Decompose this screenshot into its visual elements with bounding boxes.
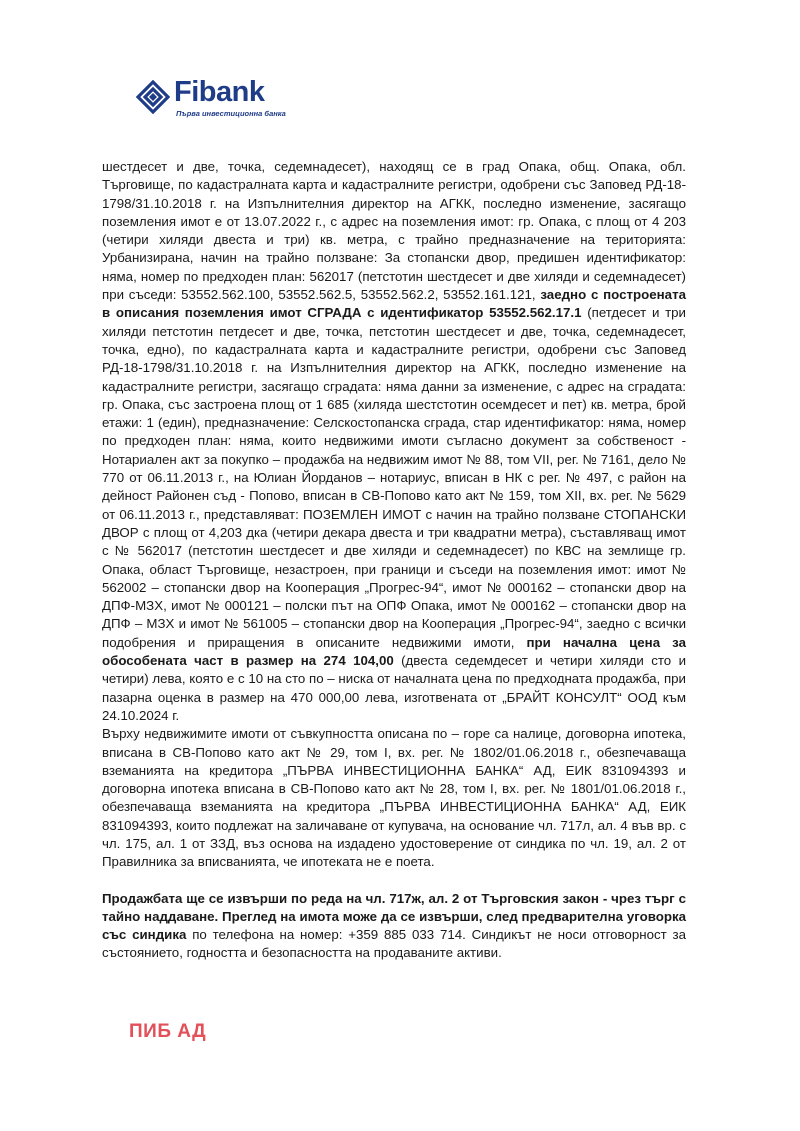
logo-name: Fibank	[174, 76, 265, 108]
text-segment: по телефона на номер: +359 885 033 714. Синдикът не носи отговорност за състоянието, годността и безопасността на продаваните активи.	[102, 927, 686, 961]
bold-starting-price: при начална цена за обособената част в размер на 274 104,00	[102, 634, 686, 669]
paragraph-sale-terms	[102, 890, 686, 963]
text-segment: (петдесет и три хиляди петстотин петдесет и две, точка, петстотин шестдесет и две, точка, седемнадесет, точка, едно), по кадастралната карта и кадастралните регистри, одобрени със Заповед РД-18-1798/31.10.2018 г. на Изпълнителния директор на АГКК, последно изменение на кадастралните регистри, засягащо сградата: няма данни за изменение, с адрес на сградата: гр. Опака, със застроена площ от 1 685 (хиляда шестстотин осемдесет и пет) кв. метра, брой етажи: 1 (един), предназначение: Селскостопанска сграда, стар идентификатор: няма, номер по предходен план: няма, които недвижими имоти съгласно документ за собственост - Нотариален акт за покупко – продажба на недвижим имот № 88, том VII, рег. № 7161, дело № 770 от 06.11.2013 г., на Юлиан Йорданов – нотариус, вписан в НК с рег. № 497, с район на дейност Районен съд - Попово, вписан в СВ-Попово като акт № 159, том XII, вх. рег. № 5629 от 06.11.2013 г., представляват: ПОЗЕМЛЕН ИМОТ с начин на трайно ползване СТОПАНСКИ ДВОР с площ от 4,203 дка (четири декара двеста и три квадратни метра), съставляващ имот с № 562017 (петстотин шестдесет и две хиляди и седемнадесет) по КВС на землище гр. Опака, област Търговище, незастроен, при граници и съседи на поземления имот: имот № 562002 – стопански двор на Кооперация „Прогрес-94“, имот № 000162 – стопански двор на ДПФ-МЗХ, имот № 000121 – полски път на ОПФ Опака, имот № 000162 – стопански двор на ДПФ – МЗХ и имот № 561005 – стопански двор на Кооперация „Прогрес-94“, заедно с всички подобрения и приращения в описаните недвижими имоти,	[102, 305, 686, 650]
text-segment: (двеста седемдесет и четири хиляди сто и четири) лева, която е с 10 на сто по – ниска от началната цена по предходната продажба, при пазарна оценка в размер на 470 000,00 лева, изготвената от „БРАЙТ КОНСУЛТ“ ООД към 24.10.2024 г.	[102, 653, 686, 723]
fibank-diamond-icon	[136, 80, 170, 114]
logo-tagline: Първа инвестиционна банка	[176, 109, 286, 118]
paragraph-property-description	[102, 158, 686, 725]
paragraph-gap	[102, 872, 686, 890]
bold-sale-procedure: Продажбата ще се извърши по реда на чл. 717ж, ал. 2 от Търговския закон - чрез търг с тайно наддаване. Преглед на имота може да се извърши, след предварителна уговорка със синдика	[102, 890, 686, 943]
paragraph-mortgages: Върху недвижимите имоти от съвкупността описана по – горе са налице, договорна ипотека, вписана в СВ-Попово като акт № 29, том I, вх. рег. № 1802/01.06.2018 г., обезпечаваща вземанията на кредитора „ПЪРВА ИНВЕСТИЦИОННА БАНКА“ АД, ЕИК 831094393 и договорна ипотека вписана в СВ-Попово като акт № 28, том I, вх. рег. № 1801/01.06.2018 г., обезпечаваща вземанията на кредитора „ПЪРВА ИНВЕСТИЦИОННА БАНКА“ АД, ЕИК 831094393, които подлежат на заличаване от купувача, на основание чл. 717л, ал. 4 във вр. с чл. 175, ал. 1 от ЗЗД, въз основа на издадено удостоверение от синдика по чл. 19, ал. 2 от Правилника за вписванията, че ипотеката не е поета.	[102, 726, 686, 870]
bold-building-identifier: заедно с построената в описания поземления имот СГРАДА с идентификатор 53552.562.17.1	[102, 287, 686, 321]
text-segment: шестдесет и две, точка, седемнадесет), находящ се в град Опака, общ. Опака, обл. Търговище, по кадастралната карта и кадастралните регистри, одобрени със Заповед РД-18-1798/31.10.2018 г. на Изпълнителния директор на АГКК, последно изменение, засягащо поземления имот е от 13.07.2022 г., с адрес на поземления имот: гр. Опака, с площ от 4 203 (четири хиляди двеста и три) кв. метра, с трайно предназначение на територията: Урбанизирана, начин на трайно ползване: За стопански двор, предишен идентификатор: няма, номер по предходен план: 562017 (петстотин шестдесет и две хиляди и седемнадесет) при съседи: 53552.562.100, 53552.562.5, 53552.562.2, 53552.161.121,	[102, 159, 686, 303]
footer-stamp: ПИБ АД	[129, 1021, 207, 1042]
fibank-logo	[136, 76, 286, 124]
document-body	[102, 158, 686, 963]
